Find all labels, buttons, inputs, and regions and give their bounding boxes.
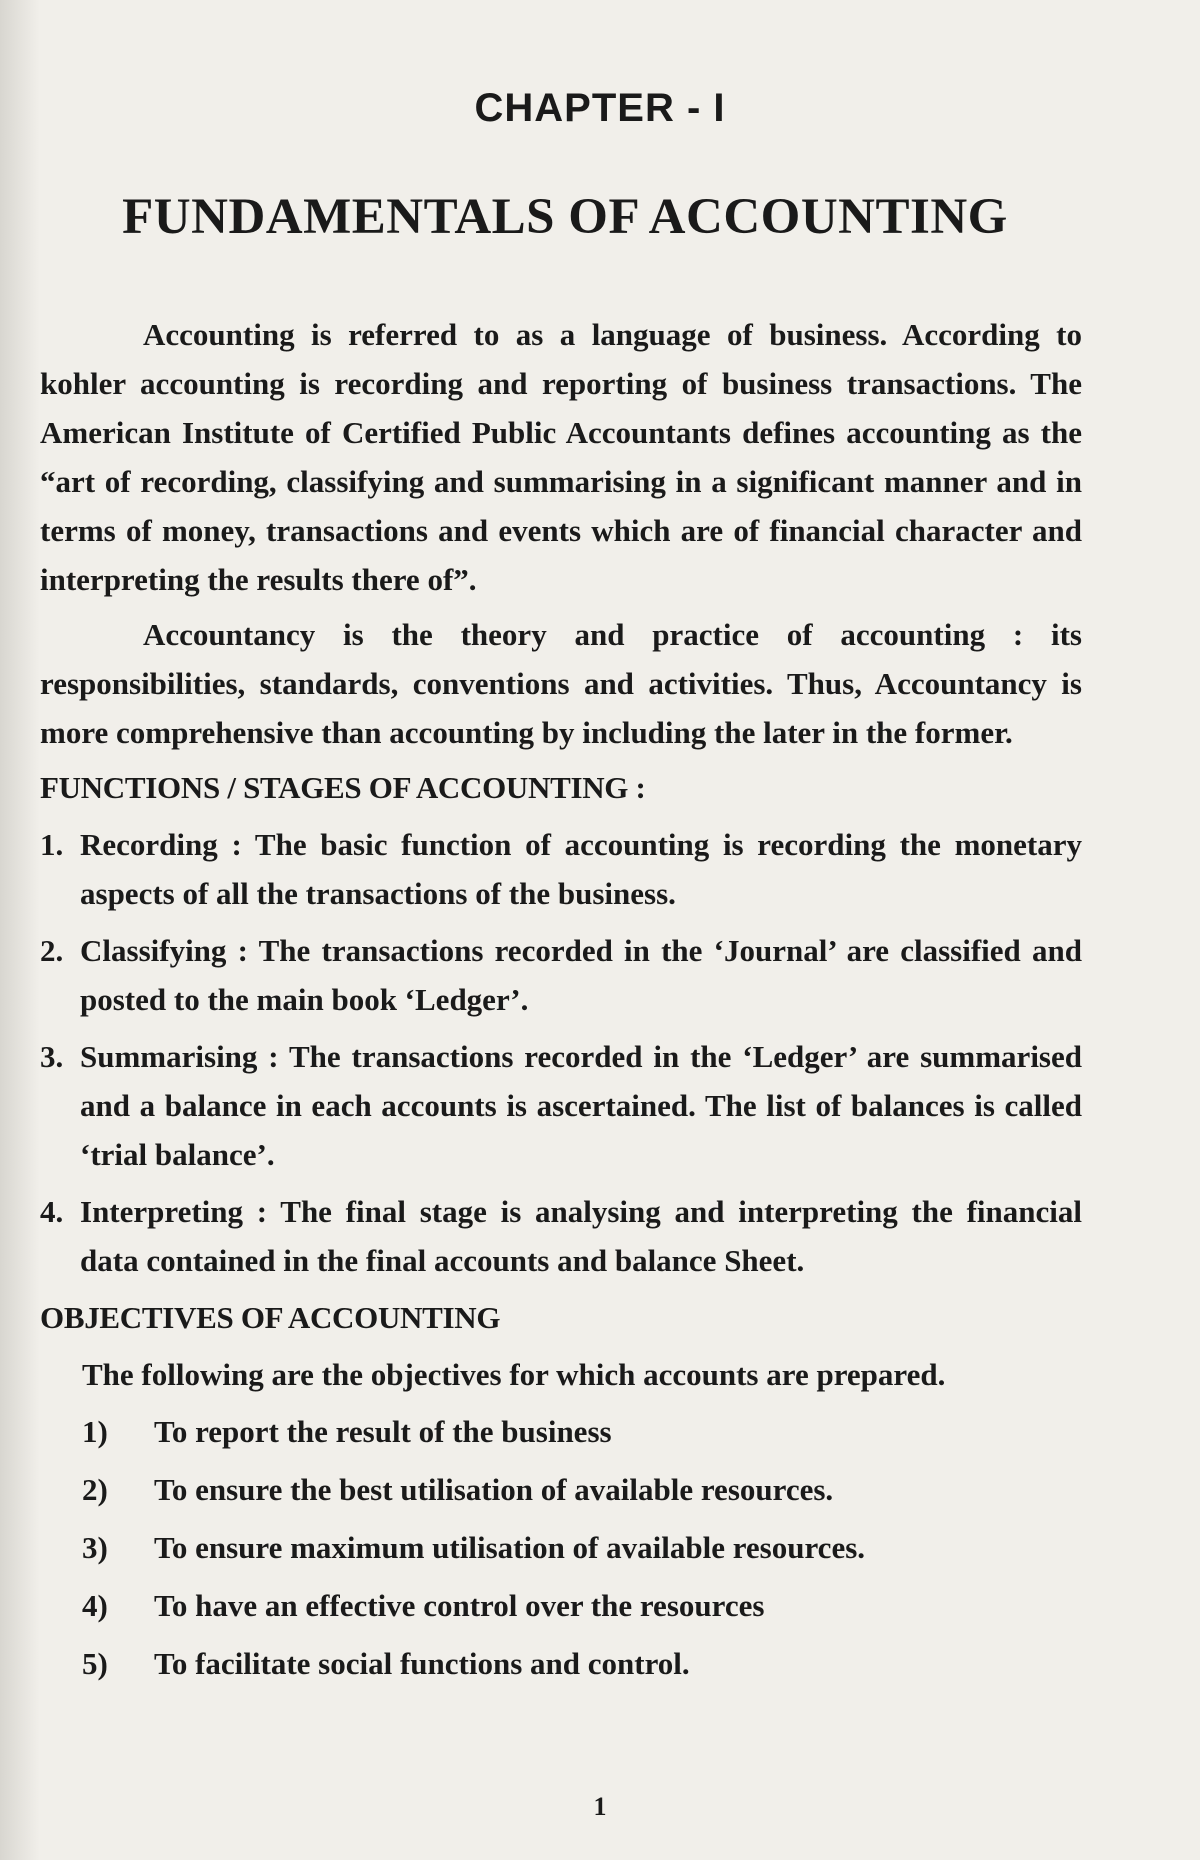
item-term: Summarising xyxy=(80,1039,258,1074)
chapter-title: FUNDAMENTALS OF ACCOUNTING xyxy=(122,189,1008,245)
chapter-label: CHAPTER - I xyxy=(474,86,726,130)
page-edge-shadow xyxy=(0,0,40,1860)
objectives-heading: OBJECTIVES OF ACCOUNTING xyxy=(40,1300,501,1335)
item-number: 3. xyxy=(40,1039,64,1074)
list-item xyxy=(82,1465,1082,1514)
list-item xyxy=(40,820,1082,918)
objectives-intro: The following are the objectives for which accounts are prepared. xyxy=(82,1357,946,1392)
list-item xyxy=(40,926,1082,1024)
chapter-body xyxy=(40,310,1082,1697)
list-item xyxy=(82,1639,1082,1688)
item-number: 2) xyxy=(82,1472,108,1507)
functions-list xyxy=(40,820,1082,1285)
item-text: To have an effective control over the resources xyxy=(154,1588,765,1623)
item-number: 3) xyxy=(82,1530,108,1565)
item-text: : The final stage is analysing and interpreting the financial data contained in the final accounts and balance Sheet. xyxy=(80,1194,1082,1278)
item-text: : The transactions recorded in the ‘Journal’ are classified and posted to the main book ‘Ledger’. xyxy=(80,933,1082,1017)
paragraph: Accountancy is the theory and practice of accounting : its responsibilities, standards, conventions and activities. Thus, Accountancy is more comprehensive than accounting by including the later in the former. xyxy=(40,617,1082,750)
item-term: Recording xyxy=(80,827,218,862)
item-number: 5) xyxy=(82,1646,108,1681)
list-item xyxy=(40,1032,1082,1179)
item-number: 1. xyxy=(40,827,64,862)
item-text: To report the result of the business xyxy=(154,1414,612,1449)
list-item xyxy=(82,1407,1082,1456)
paragraph: Accounting is referred to as a language of business. According to kohler accounting is recording and reporting of business transactions. The American Institute of Certified Public Accountants defines accounting as the “art of recording, classifying and summarising in a significant manner and in terms of money, transactions and events which are of financial character and interpreting the results there of”. xyxy=(40,317,1082,597)
item-number: 2. xyxy=(40,933,64,968)
page-number: 1 xyxy=(593,1792,607,1821)
list-item xyxy=(40,1187,1082,1285)
list-item xyxy=(82,1523,1082,1572)
item-number: 4. xyxy=(40,1194,64,1229)
item-text: To ensure maximum utilisation of available resources. xyxy=(154,1530,866,1565)
item-term: Interpreting xyxy=(80,1194,244,1229)
item-text: To facilitate social functions and control. xyxy=(154,1646,690,1681)
item-text: : The basic function of accounting is recording the monetary aspects of all the transactions of the business. xyxy=(80,827,1082,911)
list-item xyxy=(82,1581,1082,1630)
functions-heading: FUNCTIONS / STAGES OF ACCOUNTING : xyxy=(40,770,646,805)
objectives-list xyxy=(40,1407,1082,1688)
item-number: 1) xyxy=(82,1414,108,1449)
item-text: : The transactions recorded in the ‘Ledger’ are summarised and a balance in each accounts is ascertained. The list of balances is called ‘trial balance’. xyxy=(80,1039,1082,1172)
item-number: 4) xyxy=(82,1588,108,1623)
item-text: To ensure the best utilisation of available resources. xyxy=(154,1472,834,1507)
item-term: Classifying xyxy=(80,933,227,968)
